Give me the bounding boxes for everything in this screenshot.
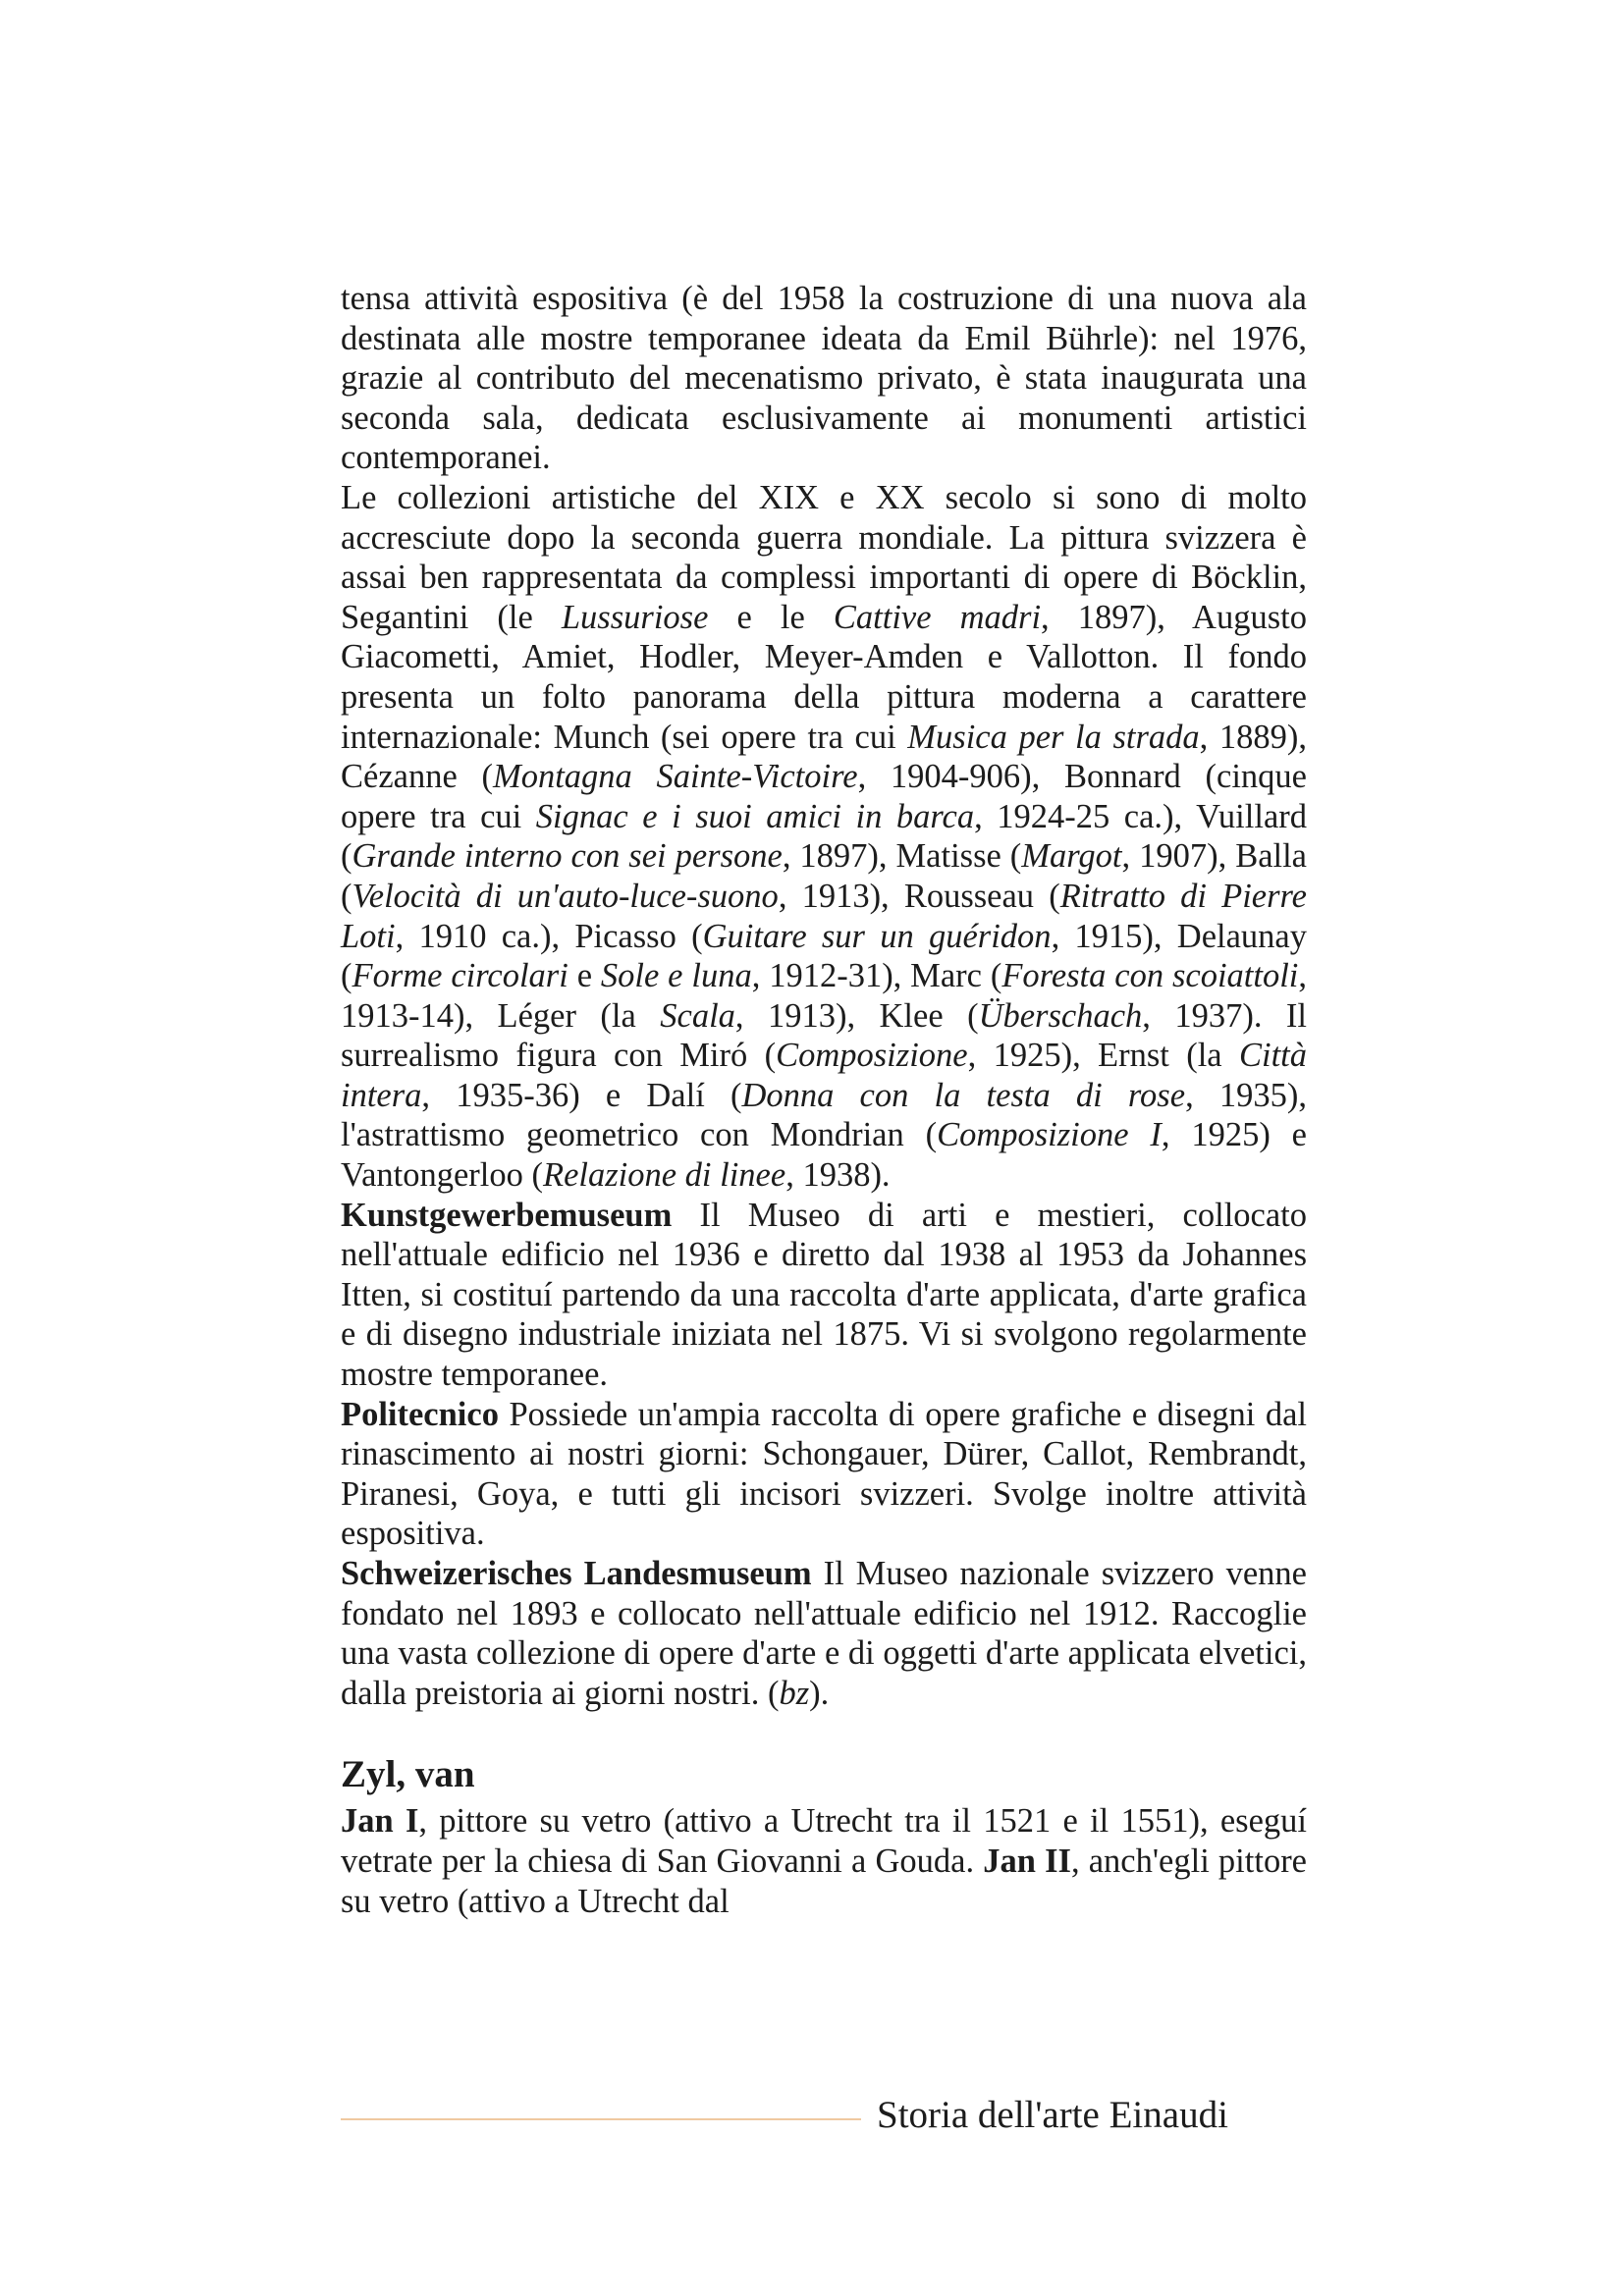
work-title: Foresta con scoiattoli	[1001, 957, 1299, 995]
text-run: Il Museo di arti e mestieri, collocato nell'attuale edificio nel 1936 e diretto dal 1938 al 1953 da Johannes Itten, si costituí partendo da una raccolta d'arte applicata, d'arte grafica e di disegno industriale iniziata nel 1875. Vi si svolgono regolarmente mostre temporanee.	[341, 1196, 1307, 1394]
work-title: Ritratto di Pierre Loti	[341, 877, 1307, 955]
work-title: Guitare sur un guéridon	[702, 917, 1052, 955]
work-title: bz	[779, 1674, 810, 1712]
text-run: , 1913-14), Léger (la	[341, 957, 1307, 1035]
text-run: , 1935), l'astrattismo geometrico con Mondrian (	[341, 1076, 1307, 1154]
text-run: , 1935-36) e Dalí (	[421, 1076, 742, 1114]
work-title: Margot	[1021, 837, 1122, 876]
work-title: Sole e luna	[600, 957, 752, 995]
body-paragraph	[341, 1196, 1307, 1395]
text-run: , 1937). Il surrealismo figura con Miró (	[341, 996, 1307, 1075]
body-paragraph	[341, 1554, 1307, 1713]
text-run: , 1910 ca.), Picasso (	[395, 917, 703, 955]
text-run: Possiede un'ampia raccolta di opere grafiche e disegni dal rinascimento ai nostri giorni: Schongauer, Dürer, Callot, Rembrandt, Piranesi, Goya, e tutti gli incisori svizzeri. Svolge inoltre attività espositiva.	[341, 1395, 1307, 1553]
work-title: Signac e i suoi amici in barca	[535, 797, 975, 835]
work-title: Relazione di linee	[543, 1156, 786, 1195]
entry-term: Schweizerisches Landesmuseum	[341, 1555, 812, 1592]
text-run: , 1925), Ernst (la	[967, 1037, 1239, 1075]
footer-rule	[341, 2118, 861, 2120]
entry-term: Jan I	[341, 1802, 419, 1841]
text-run: e le	[708, 598, 834, 636]
body-paragraph	[341, 279, 1307, 478]
text-run: , 1913), Rousseau (	[778, 877, 1060, 915]
body-paragraph	[341, 1801, 1307, 1921]
text-run: , 1925) e Vantongerloo (	[341, 1116, 1307, 1195]
work-title: Composizione I	[937, 1116, 1162, 1154]
text-run: , anch'egli pittore su vetro (attivo a Utrecht dal	[341, 1842, 1307, 1920]
work-title: Montagna Sainte-Victoire	[492, 758, 858, 796]
work-title: Donna con la testa di rose	[741, 1076, 1186, 1114]
work-title: Musica per la strada	[907, 718, 1200, 756]
text-run: , 1938).	[785, 1156, 891, 1195]
work-title: Velocità di un'auto-luce-suono	[352, 877, 779, 915]
body-paragraph	[341, 478, 1307, 1196]
work-title: Grande interno con sei persone	[352, 837, 783, 876]
text-run: ).	[809, 1674, 830, 1712]
text-run: , 1915), Delaunay (	[341, 917, 1307, 995]
work-title: Composizione	[776, 1037, 968, 1075]
entry-term: Jan II	[983, 1842, 1071, 1880]
entry-term: Kunstgewerbemuseum	[341, 1196, 673, 1234]
work-title: Überschach	[978, 996, 1143, 1035]
work-title: Forme circolari	[352, 957, 568, 995]
text-run: , 1889), Cézanne (	[341, 718, 1307, 796]
text-run: , 1904-906), Bonnard (cinque opere tra cui	[341, 758, 1307, 835]
text-run: Le collezioni artistiche del XIX e XX secolo si sono di molto accresciute dopo la seconda guerra mondiale. La pittura svizzera è assai ben rappresentata da complessi importanti di opere di Böcklin, Segantini (le	[341, 478, 1307, 636]
page-body	[341, 279, 1307, 1921]
text-run: , 1897), Matisse (	[782, 837, 1022, 876]
entry-term: Politecnico	[341, 1395, 499, 1433]
text-run: , pittore su vetro (attivo a Utrecht tra il 1521 e il 1551), eseguí vetrate per la chiesa di San Giovanni a Gouda.	[341, 1802, 1307, 1880]
text-run: , 1912-31), Marc (	[751, 957, 1002, 995]
footer-title: Storia dell'arte Einaudi	[877, 2094, 1228, 2136]
text-run: , 1924-25 ca.), Vuillard (	[341, 797, 1307, 876]
work-title: Lussuriose	[561, 598, 709, 636]
work-title: Città intera	[341, 1037, 1308, 1114]
text-run: , 1913), Klee (	[734, 996, 979, 1035]
work-title: Cattive madri	[833, 598, 1042, 636]
text-run: tensa attività espositiva (è del 1958 la costruzione di una nuova ala destinata alle mostre temporanee ideata da Emil Bührle): nel 1976, grazie al contributo del mecenatismo privato, è stata inaugurata una seconda sala, dedicata esclusivamente ai monumenti artistici contemporanei.	[341, 280, 1307, 477]
work-title: Scala	[660, 996, 735, 1035]
text-run: e	[568, 957, 601, 995]
body-paragraph	[341, 1395, 1307, 1554]
text-run: , 1907), Balla (	[341, 837, 1307, 915]
entry-title: Zyl, van	[341, 1753, 475, 1796]
text-run: Il Museo nazionale svizzero venne fondato nel 1893 e collocato nell'attuale edificio nel 1912. Raccoglie una vasta collezione di opere d'arte e di oggetti d'arte applicata elvetici, dalla preistoria ai giorni nostri. (	[341, 1555, 1307, 1712]
text-run: , 1897), Augusto Giacometti, Amiet, Hodler, Meyer-Amden e Vallotton. Il fondo presenta un folto panorama della pittura moderna a carattere internazionale: Munch (sei opere tra cui	[341, 598, 1307, 756]
